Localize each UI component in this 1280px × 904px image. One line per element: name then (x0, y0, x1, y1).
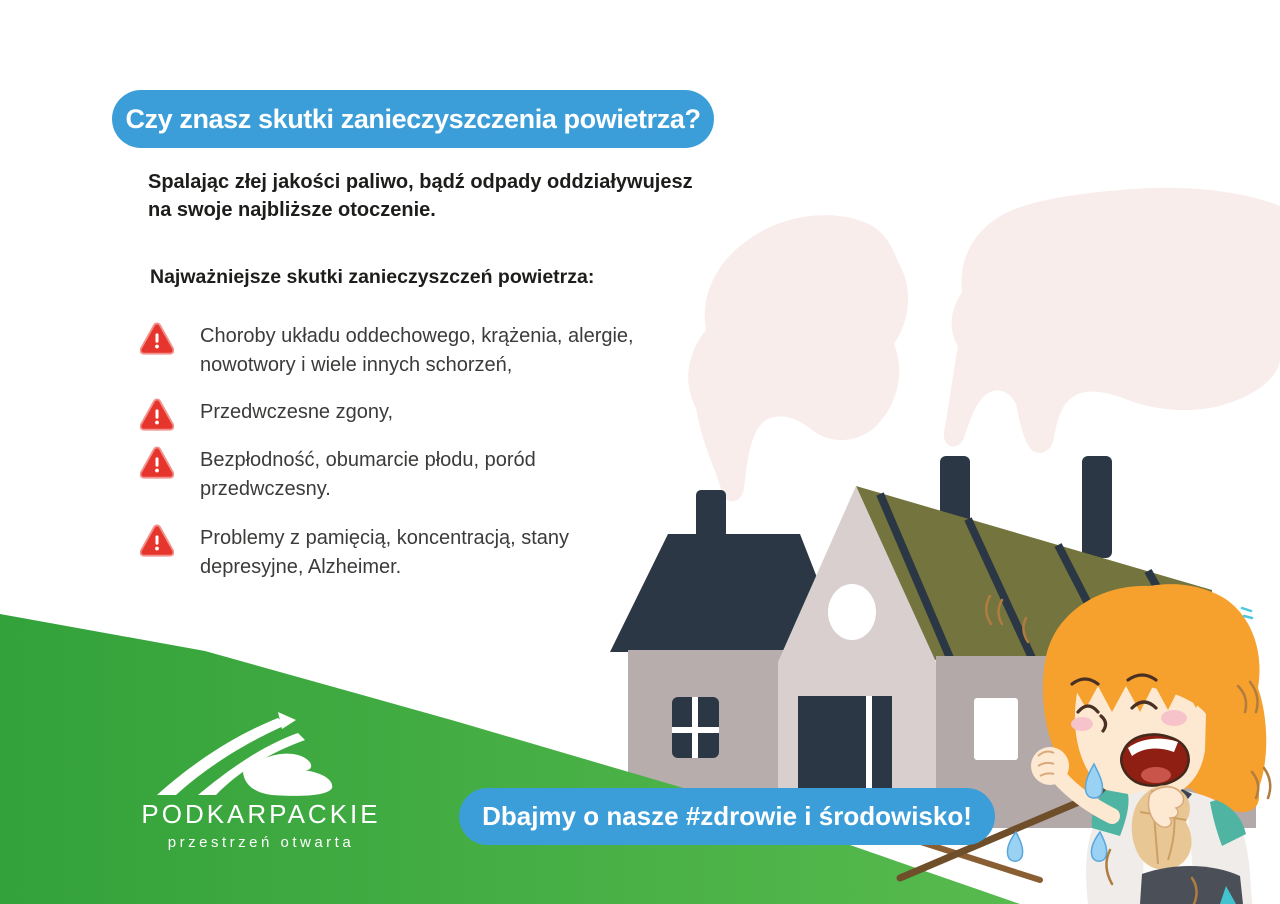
effect-list-item (140, 322, 660, 380)
tongue (1141, 767, 1171, 783)
cheek-blush (1161, 710, 1187, 726)
effect-list-item (140, 446, 660, 504)
warning-triangle-icon (140, 524, 174, 558)
warning-triangle-icon (140, 322, 174, 356)
podkarpackie-logo-tagline: przestrzeń otwarta (167, 834, 355, 851)
top-question-label: Czy znasz skutki zanieczyszczenia powietrza? (125, 103, 701, 134)
bottom-slogan-banner (459, 788, 995, 845)
warning-triangle-icon (140, 398, 174, 432)
side-window (974, 698, 1018, 760)
smoke-clouds (688, 188, 1280, 502)
cheek-blush (1071, 717, 1093, 731)
front-door (798, 696, 892, 796)
effects-heading: Najważniejsze skutki zanieczyszczeń powietrza: (150, 266, 595, 288)
smoke-cloud-right (944, 188, 1280, 453)
effect-item-text: Bezpłodność, obumarcie płodu, poród przedwczesny. (200, 449, 536, 500)
effect-list-item (140, 398, 660, 432)
intro-line-2: na swoje najbliższe otoczenie. (148, 199, 436, 221)
effect-item-text: Przedwczesne zgony, (200, 401, 394, 423)
effect-list-item (140, 524, 660, 582)
top-question-banner (112, 90, 714, 148)
effect-item-text: Choroby układu oddechowego, krążenia, alergie, nowotwory i wiele innych schorzeń, (200, 325, 634, 376)
door-glass (866, 696, 872, 796)
intro-paragraph (148, 168, 728, 224)
warning-triangle-icon (140, 446, 174, 480)
podkarpackie-logo-name: PODKARPACKIE (141, 799, 381, 829)
smoke-cloud-left (688, 215, 908, 501)
sparkle (1242, 608, 1252, 618)
bottom-slogan-label: Dbajmy o nasze #zdrowie i środowisko! (482, 801, 972, 831)
effect-item-text: Problemy z pamięcią, koncentracją, stany depresyjne, Alzheimer. (200, 527, 570, 578)
chimney (1082, 456, 1112, 558)
gable-window (828, 584, 876, 640)
window-bar (672, 727, 719, 733)
intro-line-1: Spalając złej jakości paliwo, bądź odpady oddziaływujesz (148, 171, 693, 193)
